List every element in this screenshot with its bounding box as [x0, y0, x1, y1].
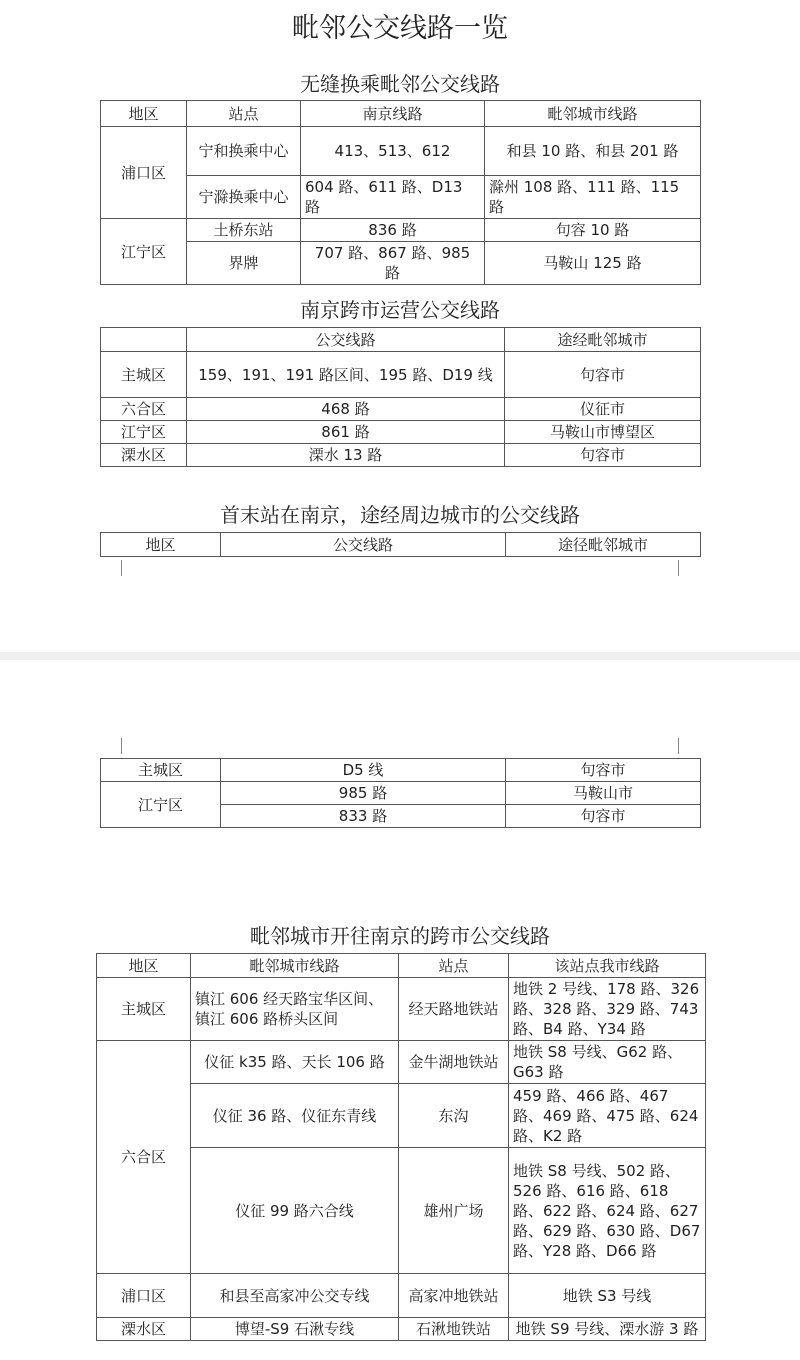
route-cell: 溧水 13 路	[187, 444, 505, 467]
table-row	[97, 1274, 706, 1318]
station-cell: 东沟	[399, 1084, 509, 1148]
header-cell: 途径毗邻城市	[506, 533, 701, 557]
region-cell: 主城区	[97, 978, 191, 1041]
local-route-cell: 地铁 S8 号线、502 路、526 路、616 路、618 路、622 路、624 路、627 路、629 路、630 路、D67 路、Y28 路、D66 路	[509, 1148, 706, 1274]
table-header-row	[101, 328, 701, 352]
station-cell: 雄州广场	[399, 1148, 509, 1274]
table-row	[97, 978, 706, 1041]
route-cell: 833 路	[221, 805, 506, 828]
region-cell: 江宁区	[101, 421, 187, 444]
page-corner-mark	[678, 738, 679, 754]
local-route-cell: 地铁 2 号线、178 路、326 路、328 路、329 路、743 路、B4 路、Y34 路	[509, 978, 706, 1041]
nearby-route-cell: 镇江 606 经天路宝华区间、镇江 606 路桥头区间	[191, 978, 399, 1041]
nanjing-route-cell: 836 路	[301, 219, 485, 242]
region-cell: 主城区	[101, 352, 187, 398]
page-title: 毗邻公交线路一览	[292, 13, 508, 44]
header-cell: 该站点我市线路	[509, 954, 706, 978]
station-cell: 宁滁换乘中心	[187, 176, 301, 219]
header-cell: 南京线路	[301, 101, 485, 127]
table-row	[101, 759, 701, 782]
local-route-cell: 地铁 S3 号线	[509, 1274, 706, 1318]
section1-table	[100, 100, 701, 285]
nearby-route-cell: 仪征 99 路六合线	[191, 1148, 399, 1274]
header-cell: 公交线路	[221, 533, 506, 557]
section1-heading: 无缝换乘毗邻公交线路	[300, 72, 500, 96]
table-header-row	[101, 533, 701, 557]
region-cell: 六合区	[101, 398, 187, 421]
page-corner-mark	[121, 560, 122, 576]
header-cell: 毗邻城市线路	[485, 101, 701, 127]
nearby-route-cell: 和县至高家冲公交专线	[191, 1274, 399, 1318]
region-cell: 六合区	[97, 1041, 191, 1274]
table-row	[101, 444, 701, 467]
station-cell: 土桥东站	[187, 219, 301, 242]
region-cell: 溧水区	[97, 1318, 191, 1341]
station-cell: 石湫地铁站	[399, 1318, 509, 1341]
header-cell: 途经毗邻城市	[505, 328, 701, 352]
city-cell: 句容市	[506, 759, 701, 782]
station-cell: 宁和换乘中心	[187, 127, 301, 176]
nearby-route-cell: 句容 10 路	[485, 219, 701, 242]
region-cell: 江宁区	[101, 219, 187, 285]
table-row	[101, 176, 701, 219]
page-break	[0, 652, 800, 660]
table-row	[101, 127, 701, 176]
table-header-row	[101, 101, 701, 127]
page-corner-mark	[121, 738, 122, 754]
section3-table	[100, 758, 701, 828]
section3-table-header	[100, 532, 701, 557]
city-cell: 仪征市	[505, 398, 701, 421]
station-cell: 界牌	[187, 242, 301, 285]
region-cell: 浦口区	[97, 1274, 191, 1318]
nanjing-route-cell: 707 路、867 路、985 路	[301, 242, 485, 285]
local-route-cell: 459 路、466 路、467 路、469 路、475 路、624 路、K2 路	[509, 1084, 706, 1148]
nearby-route-cell: 仪征 36 路、仪征东青线	[191, 1084, 399, 1148]
nanjing-route-cell: 413、513、612	[301, 127, 485, 176]
city-cell: 马鞍山市	[506, 782, 701, 805]
station-cell: 高家冲地铁站	[399, 1274, 509, 1318]
header-cell: 地区	[101, 533, 221, 557]
nanjing-route-cell: 604 路、611 路、D13 路	[301, 176, 485, 219]
region-cell: 江宁区	[101, 782, 221, 828]
city-cell: 句容市	[505, 352, 701, 398]
section4-table	[96, 953, 706, 1341]
header-cell: 毗邻城市线路	[191, 954, 399, 978]
nearby-route-cell: 和县 10 路、和县 201 路	[485, 127, 701, 176]
header-cell: 公交线路	[187, 328, 505, 352]
local-route-cell: 地铁 S9 号线、溧水游 3 路	[509, 1318, 706, 1341]
table-row	[97, 1318, 706, 1341]
station-cell: 经天路地铁站	[399, 978, 509, 1041]
region-cell: 溧水区	[101, 444, 187, 467]
header-cell: 地区	[101, 101, 187, 127]
route-cell: 159、191、191 路区间、195 路、D19 线	[187, 352, 505, 398]
route-cell: 468 路	[187, 398, 505, 421]
header-cell: 站点	[187, 101, 301, 127]
table-row	[101, 242, 701, 285]
table-row	[101, 352, 701, 398]
city-cell: 句容市	[505, 444, 701, 467]
station-cell: 金牛湖地铁站	[399, 1041, 509, 1084]
route-cell: 861 路	[187, 421, 505, 444]
header-cell: 地区	[97, 954, 191, 978]
route-cell: D5 线	[221, 759, 506, 782]
header-cell	[101, 328, 187, 352]
table-row	[101, 421, 701, 444]
table-row	[97, 1041, 706, 1084]
nearby-route-cell: 滁州 108 路、111 路、115 路	[485, 176, 701, 219]
table-row	[101, 782, 701, 805]
route-cell: 985 路	[221, 782, 506, 805]
region-cell: 主城区	[101, 759, 221, 782]
header-cell: 站点	[399, 954, 509, 978]
page-corner-mark	[678, 560, 679, 576]
section4-heading: 毗邻城市开往南京的跨市公交线路	[250, 924, 550, 948]
nearby-route-cell: 马鞍山 125 路	[485, 242, 701, 285]
city-cell: 句容市	[506, 805, 701, 828]
section2-table	[100, 327, 701, 467]
nearby-route-cell: 博望-S9 石湫专线	[191, 1318, 399, 1341]
city-cell: 马鞍山市博望区	[505, 421, 701, 444]
region-cell: 浦口区	[101, 127, 187, 219]
section3-heading: 首末站在南京，途经周边城市的公交线路	[220, 503, 580, 527]
local-route-cell: 地铁 S8 号线、G62 路、G63 路	[509, 1041, 706, 1084]
table-header-row	[97, 954, 706, 978]
table-row	[101, 219, 701, 242]
nearby-route-cell: 仪征 k35 路、天长 106 路	[191, 1041, 399, 1084]
section2-heading: 南京跨市运营公交线路	[300, 298, 500, 322]
table-row	[101, 398, 701, 421]
